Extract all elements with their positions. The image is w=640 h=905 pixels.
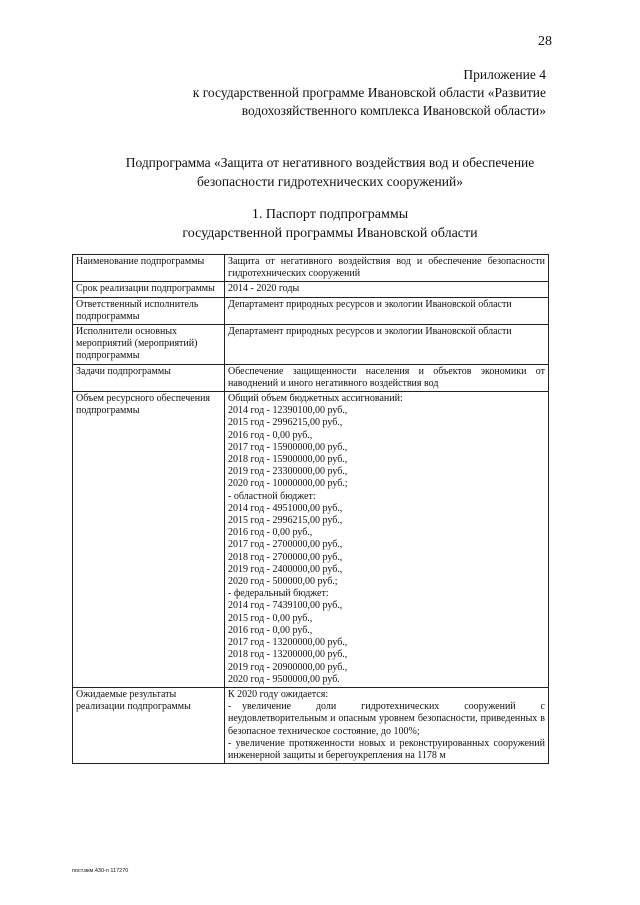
funding-line: 2014 год - 12390100,00 руб., [228,405,348,417]
funding-line: Общий объем бюджетных ассигнований: [228,393,403,405]
row-label-term: Срок реализации подпрограммы [73,282,225,297]
row-label-responsible: Ответственный исполнитель подпрограммы [73,297,225,324]
appendix-line-1: Приложение 4 [463,67,546,82]
row-label-executors: Исполнители основных мероприятий (мероприятий) подпрограммы [73,325,225,365]
results-bullet-1-rest: неудовлетворительным и опасным уровнем безопасности, приведенных в безопасное техническое состояние, до 100%; [228,713,545,737]
page-number: 28 [538,34,552,49]
footer-code: пост.вкм.430-п 117270 [72,868,129,874]
passport-title-line-2: государственной программы Ивановской области [182,226,478,241]
funding-line: 2017 год - 15900000,00 руб., [228,441,348,453]
table-row [73,282,549,297]
funding-line: 2017 год - 2700000,00 руб., [228,539,343,551]
funding-line: 2016 год - 0,00 руб., [228,624,313,636]
results-bullet-2: - увеличение протяженности новых и реконструированных сооружений инженерной защиты и берегоукрепления на 1178 м [228,737,545,761]
subprogram-title [60,153,600,191]
row-value-name: Защита от негативного воздействия вод и обеспечение безопасности гидротехнических сооружений [225,255,549,282]
appendix-header [126,66,546,120]
funding-line: 2020 год - 9500000,00 руб. [228,673,340,685]
row-value-executors: Департамент природных ресурсов и экологии Ивановской области [225,325,549,365]
funding-line: 2019 год - 23300000,00 руб., [228,466,348,478]
row-value-funding [225,392,549,688]
table-row [73,255,549,282]
appendix-line-2: к государственной программе Ивановской области «Развитие [192,85,546,100]
funding-line: 2016 год - 0,00 руб., [228,527,313,539]
row-label-tasks: Задачи подпрограммы [73,364,225,391]
row-value-results [225,687,549,763]
funding-line: 2018 год - 2700000,00 руб., [228,551,343,563]
funding-line: - федеральный бюджет: [228,588,329,600]
funding-line: 2014 год - 7439100,00 руб., [228,600,343,612]
appendix-line-3: водохозяйственного комплекса Ивановской области» [241,103,546,118]
funding-line: 2020 год - 10000000,00 руб.; [228,478,348,490]
results-intro: К 2020 году ожидается: [228,688,329,700]
table-row [73,687,549,763]
passport-title-line-1: 1. Паспорт подпрограммы [251,207,409,222]
funding-line: 2020 год - 500000,00 руб.; [228,576,338,588]
bullet-dash: - [228,701,232,713]
passport-title [60,205,600,243]
table-row [73,297,549,324]
row-value-responsible: Департамент природных ресурсов и экологии Ивановской области [225,297,549,324]
row-value-term: 2014 - 2020 годы [225,282,549,297]
funding-line: 2015 год - 0,00 руб., [228,612,313,624]
results-bullet-1-head: увеличение доли гидротехнических сооружений с [242,701,545,713]
funding-line: 2016 год - 0,00 руб., [228,429,313,441]
funding-line: 2018 год - 15900000,00 руб., [228,454,348,466]
row-value-tasks: Обеспечение защищенности населения и объектов экономики от наводнений и иного негативного воздействия вод [225,364,549,391]
funding-line: 2015 год - 2996215,00 руб., [228,515,343,527]
funding-line: 2019 год - 2400000,00 руб., [228,563,343,575]
funding-line: 2014 год - 4951000,00 руб., [228,502,343,514]
row-label-name: Наименование подпрограммы [73,255,225,282]
funding-line: - областной бюджет: [228,490,316,502]
passport-table [72,254,549,764]
table-row [73,364,549,391]
subprogram-title-line-2: безопасности гидротехнических сооружений» [197,174,463,189]
row-label-funding: Объем ресурсного обеспечения подпрограммы [73,392,225,688]
table-row [73,392,549,688]
funding-line: 2015 год - 2996215,00 руб., [228,417,343,429]
funding-line: 2018 год - 13200000,00 руб., [228,649,348,661]
row-label-results: Ожидаемые результаты реализации подпрограммы [73,687,225,763]
table-row [73,325,549,365]
results-bullet-1 [228,701,545,713]
subprogram-title-line-1: Подпрограмма «Защита от негативного воздействия вод и обеспечение [125,155,535,170]
funding-line: 2019 год - 20900000,00 руб., [228,661,348,673]
funding-line: 2017 год - 13200000,00 руб., [228,637,348,649]
